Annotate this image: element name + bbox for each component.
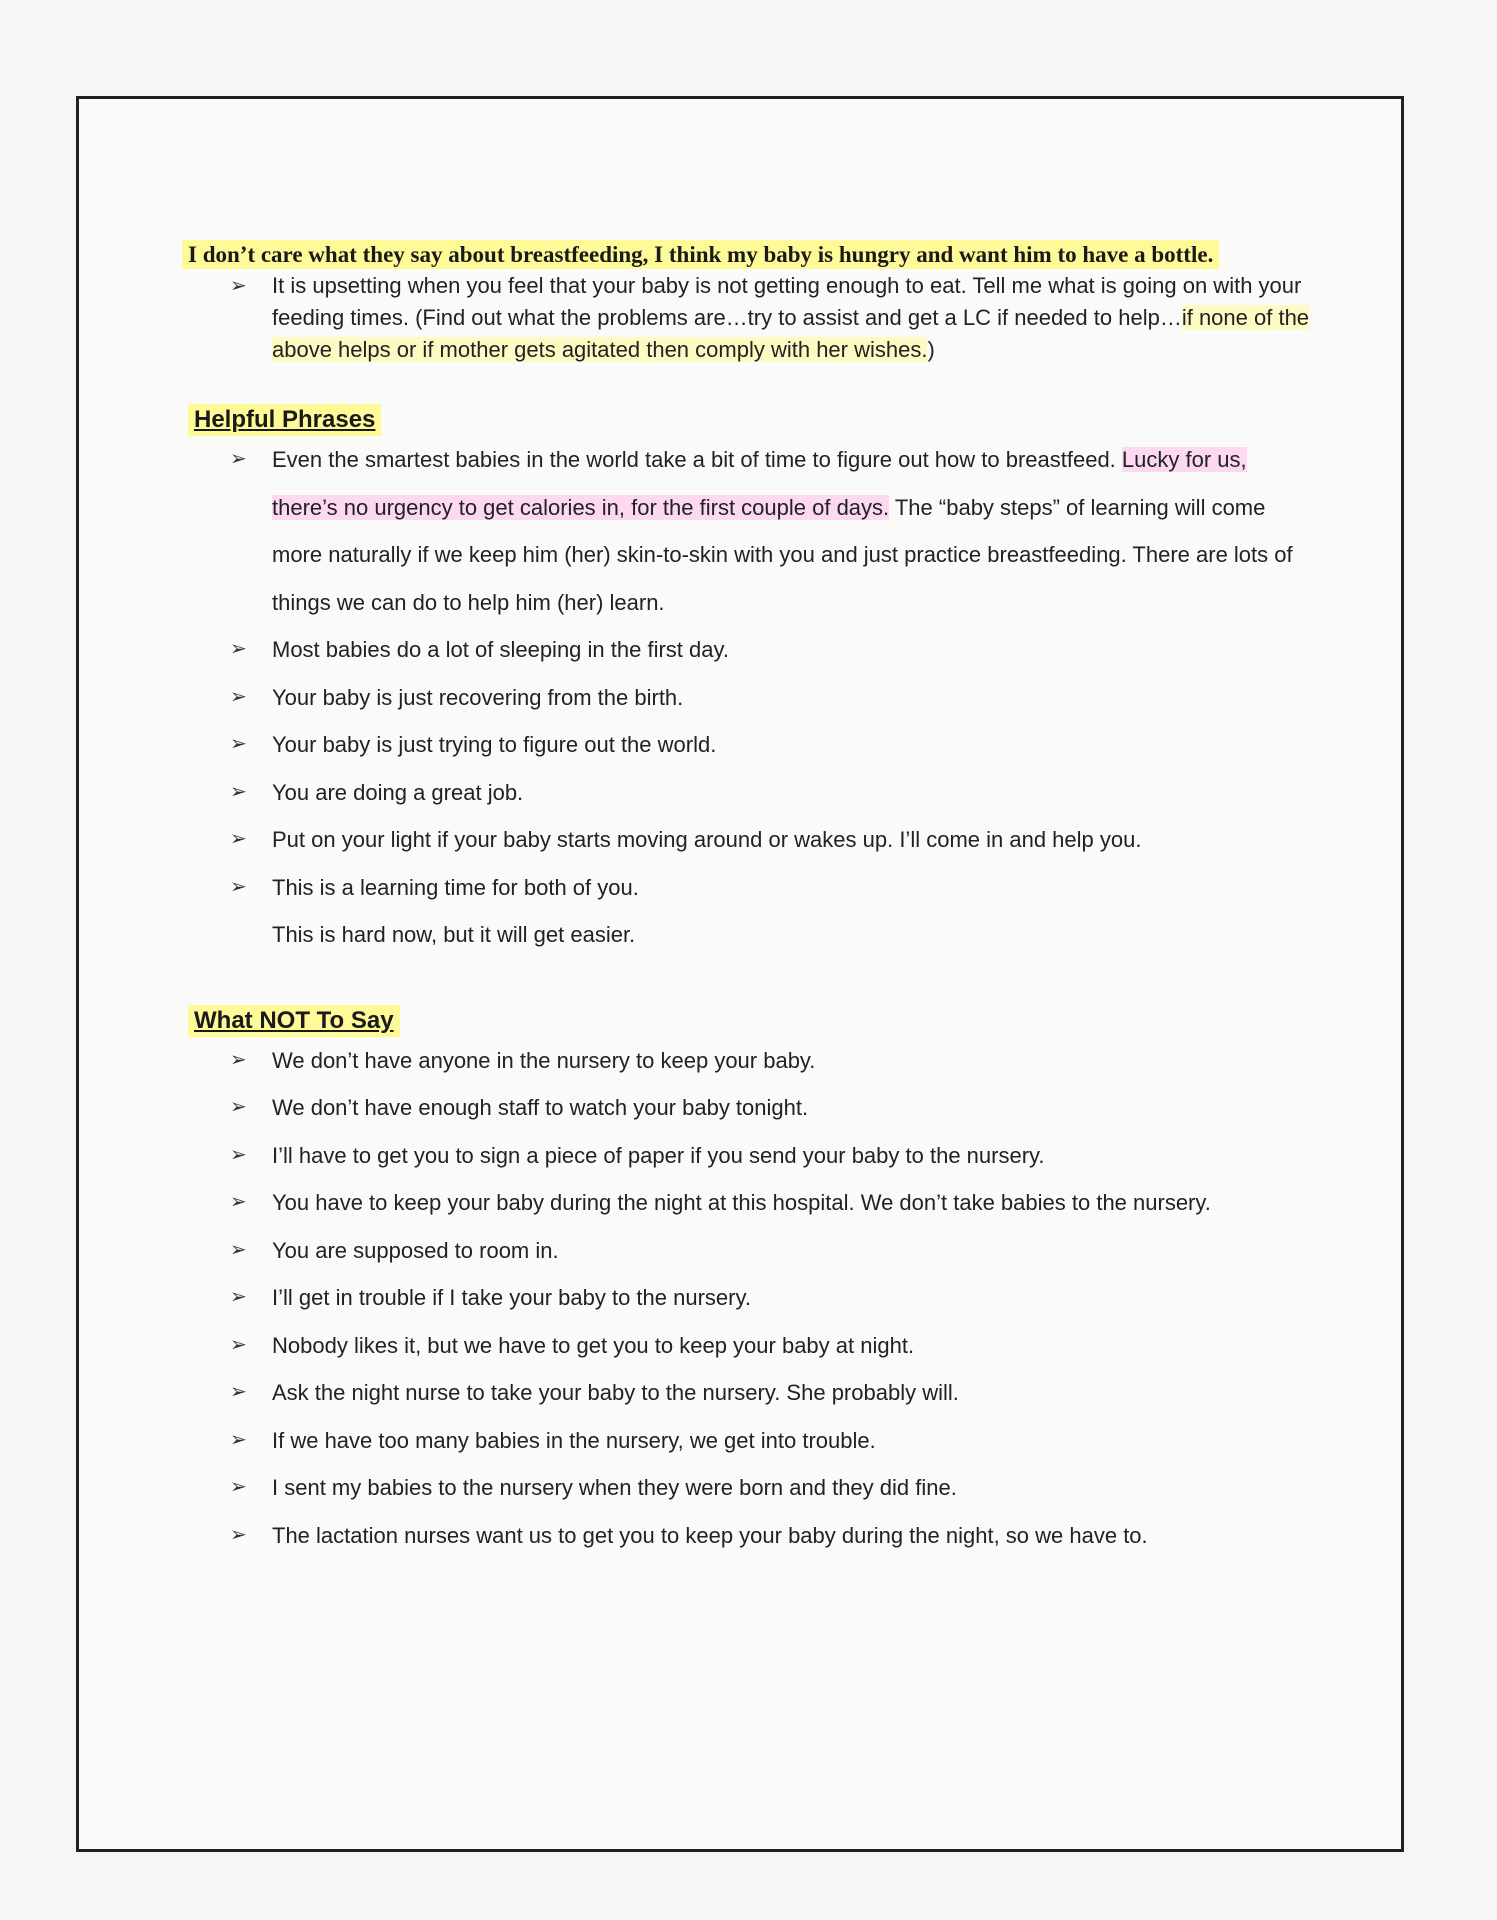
arrow-bullet-icon: ➢ <box>230 1286 247 1308</box>
what-not-text: We don’t have anyone in the nursery to keep your baby. <box>272 1047 816 1073</box>
helpful-phrase-item <box>188 816 1318 864</box>
what-not-item <box>188 1037 1318 1085</box>
helpful-phrase-text: This is a learning time for both of you. <box>272 874 639 900</box>
helpful-phrase-text: Your baby is just trying to figure out the world. <box>272 732 717 757</box>
answer-item <box>188 270 1318 366</box>
what-not-text: You have to keep your baby during the night at this hospital. We don’t take babies to the nursery. <box>272 1190 1211 1215</box>
arrow-bullet-icon: ➢ <box>230 1048 247 1071</box>
helpful-phrases-list <box>188 436 1318 911</box>
what-not-text: Ask the night nurse to take your baby to the nursery. She probably will. <box>272 1380 959 1405</box>
what-not-item <box>188 1369 1318 1417</box>
what-not-item <box>188 1512 1318 1560</box>
arrow-bullet-icon: ➢ <box>230 1523 247 1546</box>
question-text: I don’t care what they say about breastfeeding, I think my baby is hungry and want him to have a bottle. <box>182 240 1219 269</box>
document-content <box>188 240 1318 1559</box>
what-not-text: I sent my babies to the nursery when they were born and they did fine. <box>272 1475 957 1500</box>
what-not-text: I’ll have to get you to sign a piece of paper if you send your baby to the nursery. <box>272 1142 1045 1168</box>
answer-text-part3: ) <box>927 337 935 362</box>
arrow-bullet-icon: ➢ <box>230 1333 247 1356</box>
what-not-item <box>188 1417 1318 1465</box>
helpful-phrase-item <box>188 721 1318 769</box>
helpful-phrase-item <box>188 769 1318 817</box>
helpful-phrase-extra-line: This is hard now, but it will get easier. <box>272 922 636 947</box>
what-not-item <box>188 1274 1318 1322</box>
answer-list <box>188 270 1318 366</box>
what-not-text: You are supposed to room in. <box>272 1237 559 1263</box>
helpful-phrase-highlighted: Lucky for us, there’s no urgency to get calories in, for the first couple of days. <box>272 447 1247 520</box>
helpful-phrase-part1: Even the smartest babies in the world take a bit of time to figure out how to breastfeed. <box>272 447 1122 472</box>
arrow-bullet-icon: ➢ <box>230 780 247 803</box>
arrow-bullet-icon: ➢ <box>230 275 247 297</box>
helpful-phrase-item <box>188 436 1318 626</box>
parent-question <box>188 240 1318 270</box>
what-not-item <box>188 1464 1318 1512</box>
arrow-bullet-icon: ➢ <box>230 1428 247 1451</box>
what-not-to-say-heading: What NOT To Say <box>188 1005 400 1037</box>
helpful-phrase-text: Your baby is just recovering from the birth. <box>272 684 684 710</box>
arrow-bullet-icon: ➢ <box>230 638 247 660</box>
answer-text-part1: It is upsetting when you feel that your baby is not getting enough to eat. Tell me what is going on with your feeding times. (Find out what the problems are…try to assist and get a LC if needed to help… <box>272 273 1302 330</box>
arrow-bullet-icon: ➢ <box>230 685 247 708</box>
helpful-phrase-text: You are doing a great job. <box>272 779 524 805</box>
what-not-item <box>188 1132 1318 1180</box>
arrow-bullet-icon: ➢ <box>230 1381 247 1403</box>
what-not-text: The lactation nurses want us to get you to keep your baby during the night, so we have to. <box>272 1522 1148 1548</box>
what-not-item <box>188 1084 1318 1132</box>
what-not-item <box>188 1227 1318 1275</box>
arrow-bullet-icon: ➢ <box>230 1238 247 1261</box>
arrow-bullet-icon: ➢ <box>230 448 247 470</box>
helpful-phrase-text: Put on your light if your baby starts moving around or wakes up. I’ll come in and help you. <box>272 827 1142 852</box>
helpful-phrase-item <box>188 674 1318 722</box>
what-not-text: If we have too many babies in the nursery, we get into trouble. <box>272 1427 876 1453</box>
what-not-item <box>188 1322 1318 1370</box>
helpful-phrase-text: Most babies do a lot of sleeping in the first day. <box>272 637 729 662</box>
arrow-bullet-icon: ➢ <box>230 1096 247 1118</box>
helpful-phrase-item <box>188 864 1318 912</box>
what-not-text: We don’t have enough staff to watch your baby tonight. <box>272 1095 809 1120</box>
what-not-text: Nobody likes it, but we have to get you to keep your baby at night. <box>272 1332 915 1358</box>
arrow-bullet-icon: ➢ <box>230 733 247 755</box>
answer-text-highlighted: if none of the above helps or if mother gets agitated then comply with her wishes. <box>272 305 1310 362</box>
helpful-phrase-item <box>188 626 1318 674</box>
arrow-bullet-icon: ➢ <box>230 875 247 898</box>
helpful-phrase-part3: The “baby steps” of learning will come more naturally if we keep him (her) skin-to-skin with you and just practice breastfeeding. There are lots of things we can do to help him (her) learn. <box>272 494 1293 615</box>
arrow-bullet-icon: ➢ <box>230 1191 247 1213</box>
arrow-bullet-icon: ➢ <box>230 1143 247 1166</box>
what-not-to-say-list <box>188 1037 1318 1560</box>
arrow-bullet-icon: ➢ <box>230 828 247 850</box>
arrow-bullet-icon: ➢ <box>230 1476 247 1498</box>
what-not-item <box>188 1179 1318 1227</box>
helpful-phrases-heading: Helpful Phrases <box>188 404 381 436</box>
what-not-text: I’ll get in trouble if I take your baby to the nursery. <box>272 1285 751 1310</box>
